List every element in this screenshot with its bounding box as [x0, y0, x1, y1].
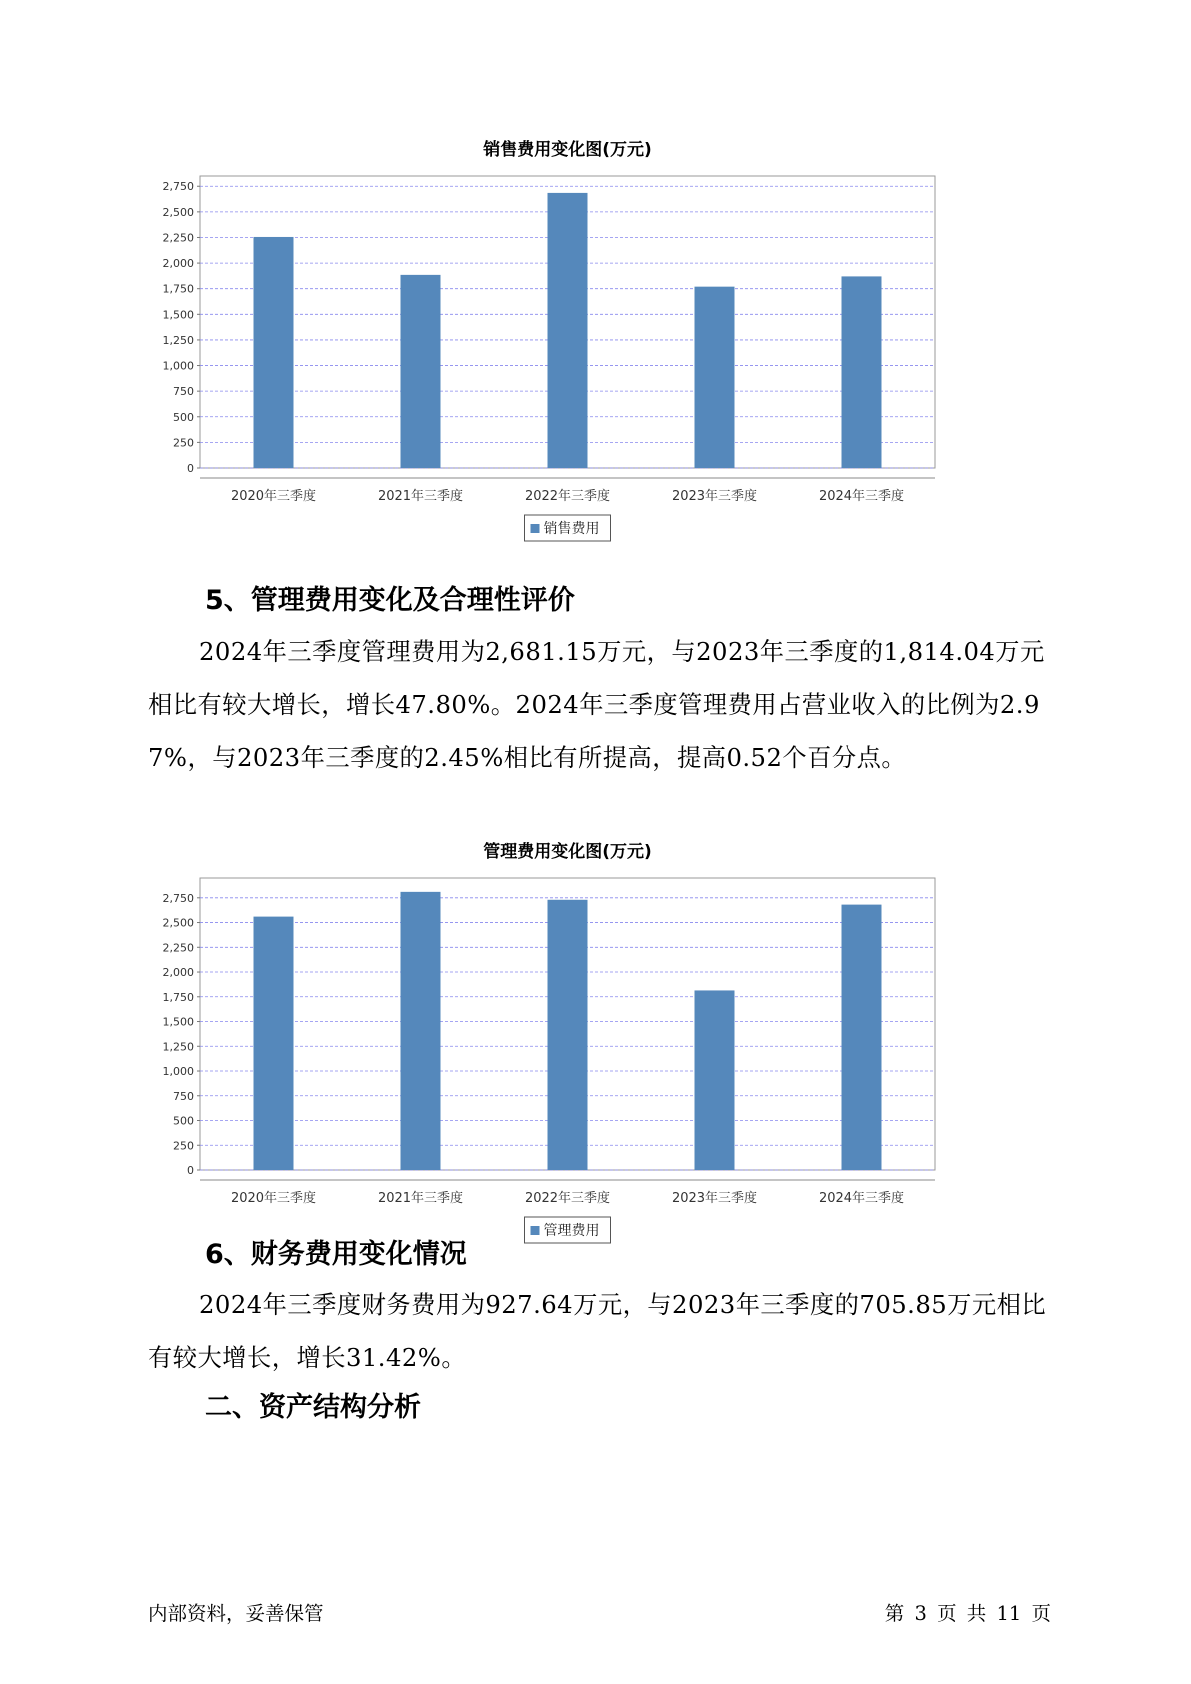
- y-tick-label: 1,500: [162, 1015, 194, 1029]
- section-6-heading: 6、财务费用变化情况: [205, 1239, 467, 1270]
- y-tick-label: 500: [173, 410, 194, 424]
- y-tick-label: 2,750: [162, 891, 194, 905]
- chart-title: 销售费用变化图(万元): [483, 140, 652, 160]
- legend-swatch: [531, 524, 540, 533]
- x-tick-label: 2021年三季度: [377, 1191, 464, 1206]
- footer-page-number: 第 3 页 共 11 页: [884, 1602, 1051, 1625]
- y-tick-label: 2,000: [162, 966, 194, 980]
- x-tick-label: 2020年三季度: [230, 489, 317, 504]
- x-tick-label: 2023年三季度: [671, 489, 758, 504]
- bar: [401, 892, 441, 1170]
- y-tick-label: 1,750: [162, 990, 194, 1004]
- section-5-heading: 5、管理费用变化及合理性评价: [205, 585, 575, 616]
- section-2-heading: 二、资产结构分析: [205, 1392, 421, 1423]
- chart-title: 管理费用变化图(万元): [483, 842, 652, 862]
- y-tick-label: 2,750: [162, 180, 194, 194]
- bar: [254, 917, 294, 1170]
- y-tick-label: 250: [173, 1139, 194, 1153]
- y-tick-label: 2,500: [162, 916, 194, 930]
- bar: [401, 275, 441, 468]
- y-tick-label: 0: [187, 462, 194, 475]
- bar: [548, 193, 588, 468]
- bar: [695, 990, 735, 1170]
- bar: [842, 276, 882, 468]
- admin-expense-chart: [150, 840, 1030, 1292]
- x-tick-label: 2022年三季度: [524, 1191, 611, 1206]
- x-tick-label: 2024年三季度: [818, 489, 905, 504]
- y-tick-label: 750: [173, 385, 194, 399]
- x-tick-label: 2022年三季度: [524, 489, 611, 504]
- y-tick-label: 2,250: [162, 231, 194, 245]
- y-tick-label: 1,000: [162, 359, 194, 373]
- footer-confidential-note: 内部资料，妥善保管: [148, 1602, 324, 1625]
- legend-swatch: [531, 1226, 540, 1235]
- y-tick-label: 1,750: [162, 282, 194, 296]
- chart-svg: [150, 138, 1030, 590]
- x-tick-label: 2020年三季度: [230, 1191, 317, 1206]
- legend-label: 管理费用: [543, 1223, 600, 1239]
- x-tick-label: 2021年三季度: [377, 489, 464, 504]
- y-tick-label: 0: [187, 1164, 194, 1177]
- y-tick-label: 1,000: [162, 1065, 194, 1079]
- sales-expense-chart: [150, 138, 1030, 590]
- x-tick-label: 2024年三季度: [818, 1191, 905, 1206]
- x-tick-label: 2023年三季度: [671, 1191, 758, 1206]
- legend-label: 销售费用: [543, 521, 600, 537]
- y-tick-label: 750: [173, 1089, 194, 1103]
- y-tick-label: 500: [173, 1114, 194, 1128]
- y-tick-label: 1,500: [162, 308, 194, 322]
- section-6-paragraph: 2024年三季度财务费用为927.64万元，与2023年三季度的705.85万元相比有较大增长，增长31.42%。: [148, 1290, 1047, 1372]
- bar: [695, 287, 735, 468]
- y-tick-label: 250: [173, 436, 194, 450]
- section-5-paragraph: 2024年三季度管理费用为2,681.15万元，与2023年三季度的1,814.04万元相比有较大增长，增长47.80%。2024年三季度管理费用占营业收入的比例为2.97%，与2023年三季度的2.45%相比有所提高，提高0.52个百分点。: [148, 637, 1045, 772]
- y-tick-label: 2,500: [162, 205, 194, 219]
- bar: [254, 237, 294, 468]
- y-tick-label: 1,250: [162, 1040, 194, 1054]
- y-tick-label: 1,250: [162, 333, 194, 347]
- chart-svg: [150, 840, 1030, 1292]
- y-tick-label: 2,250: [162, 941, 194, 955]
- bar: [842, 905, 882, 1170]
- y-tick-label: 2,000: [162, 257, 194, 271]
- bar: [548, 900, 588, 1170]
